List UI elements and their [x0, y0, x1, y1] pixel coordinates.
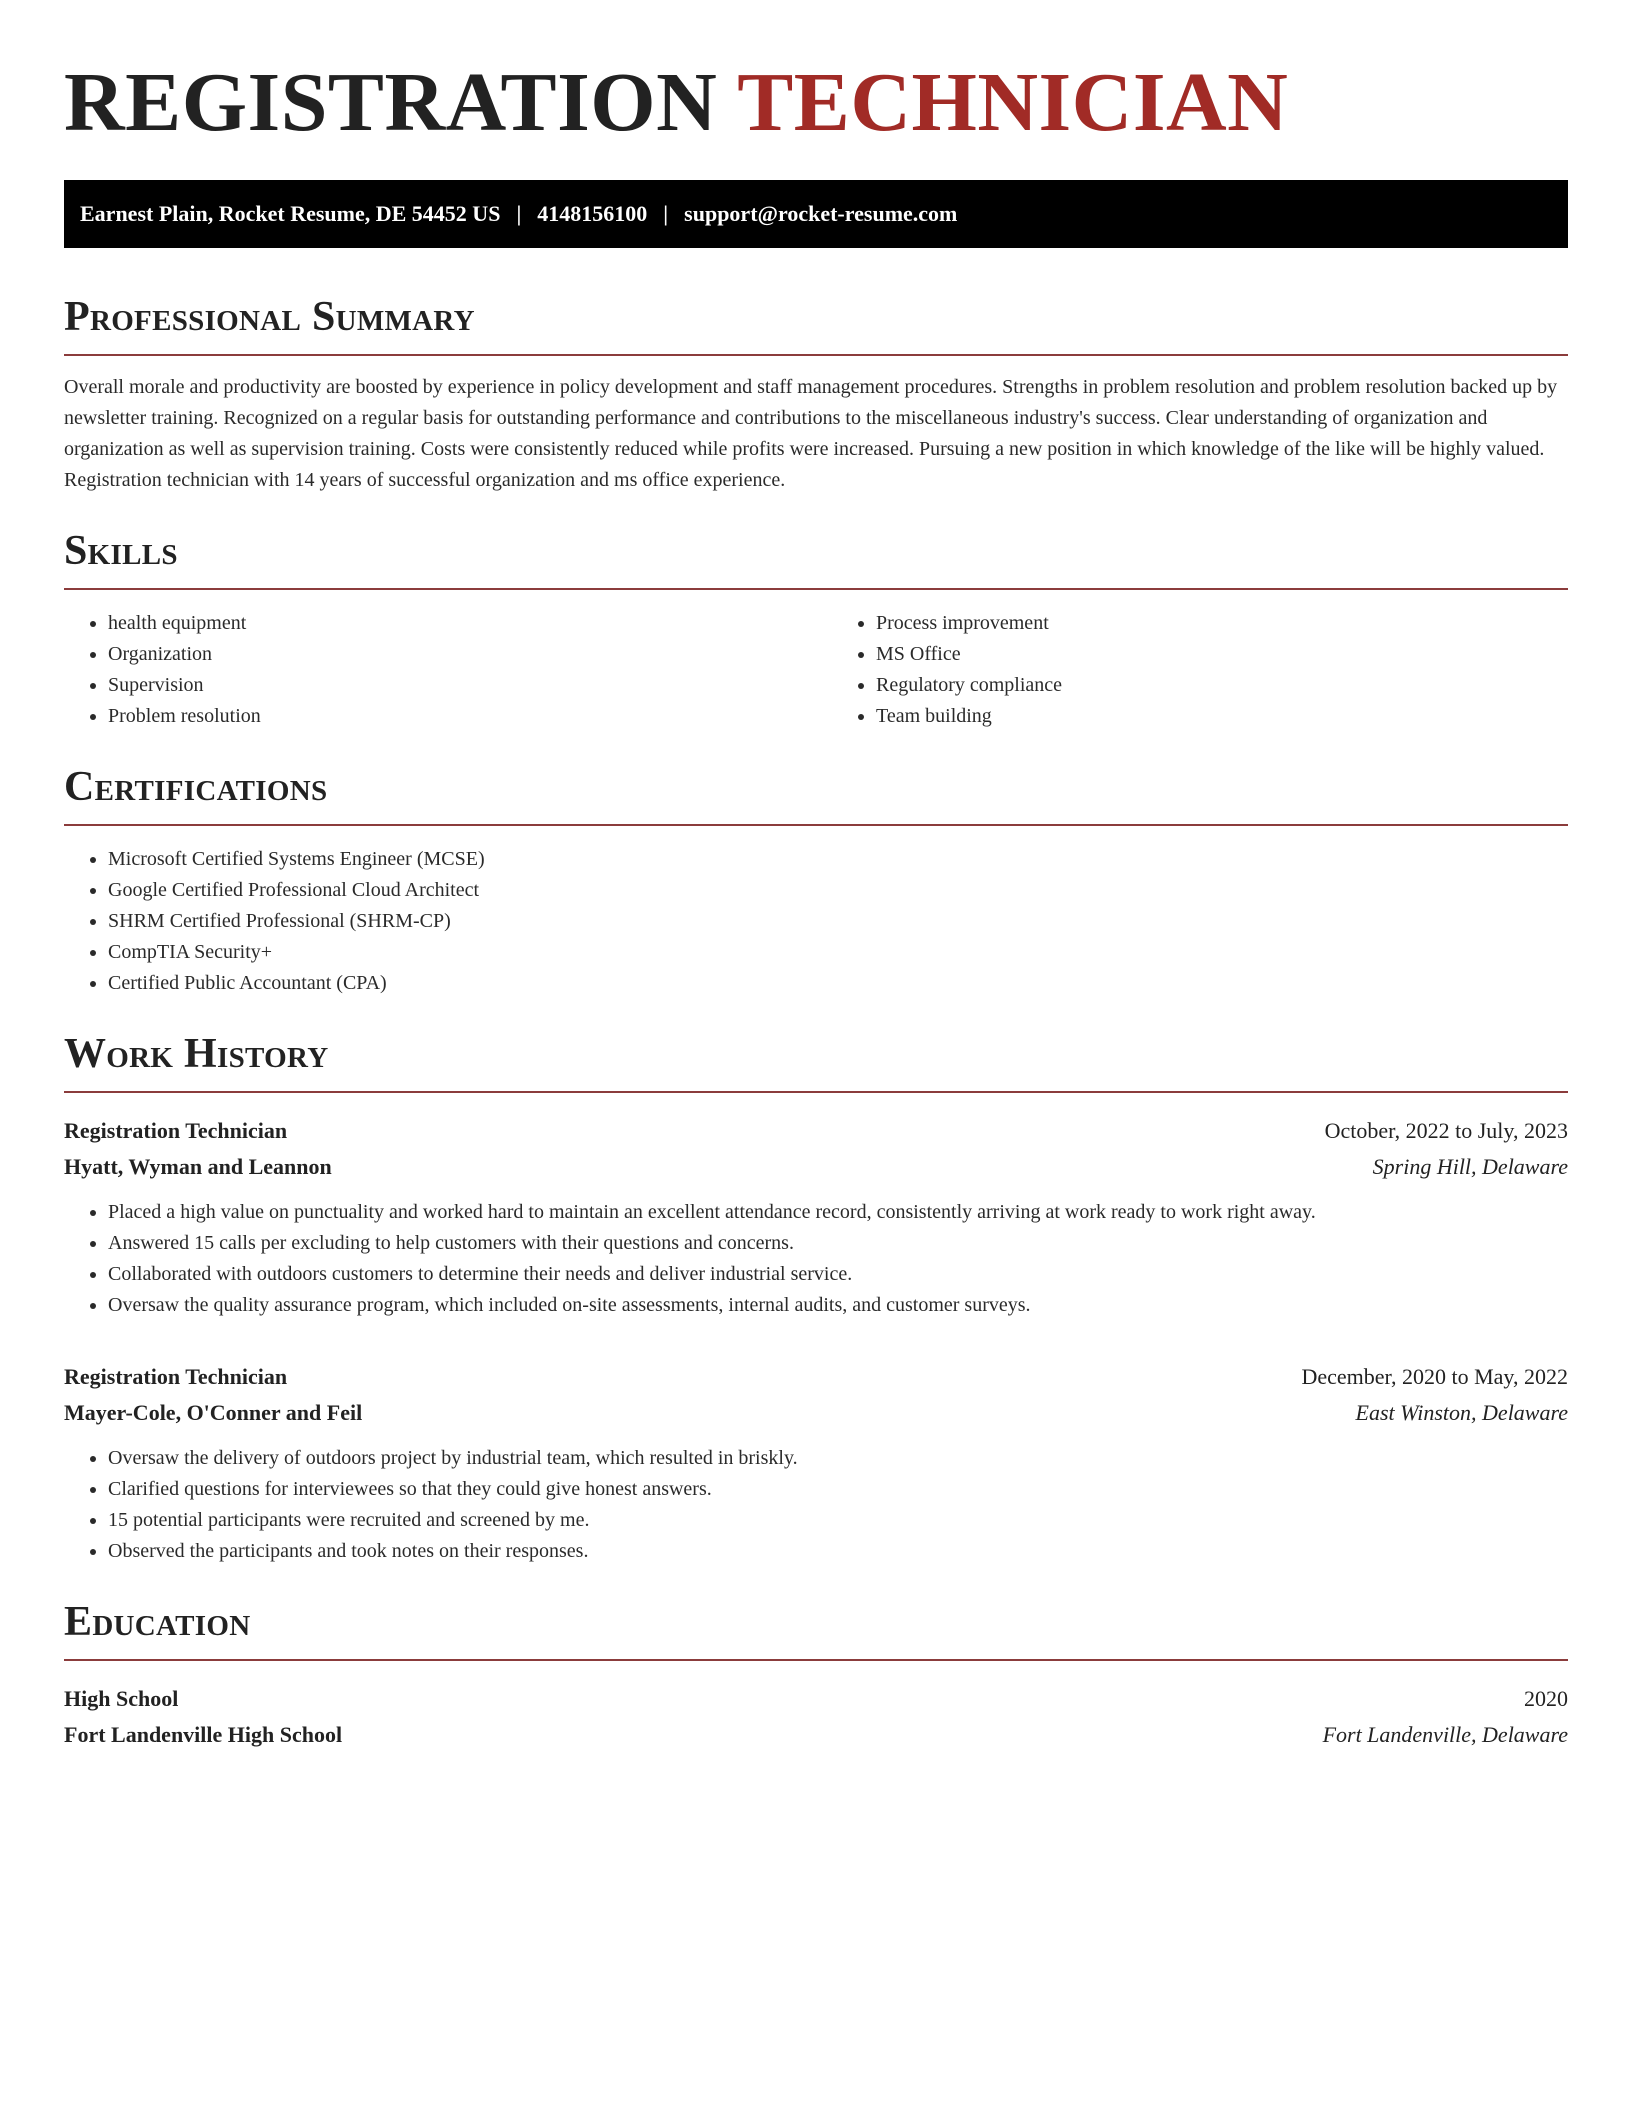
skill-item: • Process improvement: [876, 608, 1568, 639]
skill-item: • Supervision: [108, 670, 816, 701]
job-bullets: [64, 1443, 1568, 1567]
summary-text: Overall morale and productivity are boosted by experience in policy development and staff management procedures. Strengths in problem resolution and problem resolution backed up by newsletter training. Recognized on a regular basis for outstanding performance and contributions to the miscellaneous industry's success. Clear understanding of organization and organization as well as supervision training. Costs were consistently reduced while profits were increased. Pursuing a new position in which knowledge of the like will be highly valued. Registration technician with 14 years of successful organization and ms office experience.: [64, 376, 1558, 491]
contact-email: support@rocket-resume.com: [684, 201, 958, 226]
certifications-section: [64, 762, 1568, 999]
summary-section: [64, 292, 1568, 496]
job-bullet: • Oversaw the quality assurance program, which included on-site assessments, internal audits, and customer surveys.: [108, 1290, 1568, 1321]
certification-item: • Microsoft Certified Systems Engineer (MCSE): [108, 844, 1568, 875]
job-company-row: [64, 1395, 1568, 1431]
job-entry: [64, 1359, 1568, 1567]
job-header-row: [64, 1359, 1568, 1395]
job-bullet: • Observed the participants and took notes on their responses.: [108, 1536, 1568, 1567]
job-bullet: • Oversaw the delivery of outdoors project by industrial team, which resulted in briskly.: [108, 1443, 1568, 1474]
contact-separator: |: [663, 201, 669, 226]
education-entry: [64, 1681, 1568, 1753]
job-dates: December, 2020 to May, 2022: [1301, 1364, 1568, 1389]
education-degree-row: [64, 1681, 1568, 1717]
education-location: Fort Landenville, Delaware: [1322, 1722, 1568, 1747]
skills-list-left: [64, 608, 816, 732]
skills-section: [64, 526, 1568, 732]
contact-bar: [64, 180, 1568, 248]
certifications-list: [64, 844, 1568, 999]
job-bullet: • Placed a high value on punctuality and worked hard to maintain an excellent attendance record, consistently arriving at work ready to work right away.: [108, 1197, 1568, 1228]
job-title: Registration Technician: [64, 1364, 288, 1389]
contact-separator: |: [516, 201, 522, 226]
job-bullet: • 15 potential participants were recruited and screened by me.: [108, 1505, 1568, 1536]
section-divider: [64, 354, 1568, 356]
section-divider: [64, 1091, 1568, 1093]
education-degree: High School: [64, 1686, 179, 1711]
education-year: 2020: [1524, 1686, 1568, 1711]
skills-list-right: [816, 608, 1568, 732]
skill-item: • Team building: [876, 701, 1568, 732]
section-divider: [64, 1659, 1568, 1661]
job-header-row: [64, 1113, 1568, 1149]
summary-heading: Professional Summary: [64, 294, 475, 340]
certification-item: • CompTIA Security+: [108, 937, 1568, 968]
section-divider: [64, 824, 1568, 826]
job-dates: October, 2022 to July, 2023: [1324, 1118, 1568, 1143]
skill-item: • health equipment: [108, 608, 816, 639]
education-section: [64, 1597, 1568, 1753]
contact-address: Earnest Plain, Rocket Resume, DE 54452 US: [80, 201, 501, 226]
job-bullet: • Answered 15 calls per excluding to help customers with their questions and concerns.: [108, 1228, 1568, 1259]
certification-item: • Certified Public Accountant (CPA): [108, 968, 1568, 999]
certification-item: • Google Certified Professional Cloud Architect: [108, 875, 1568, 906]
job-bullet: • Collaborated with outdoors customers to determine their needs and deliver industrial service.: [108, 1259, 1568, 1290]
work-history-section: [64, 1029, 1568, 1567]
skills-grid: [64, 590, 1568, 732]
resume-title: [64, 56, 1568, 150]
job-company: Hyatt, Wyman and Leannon: [64, 1154, 332, 1179]
education-school: Fort Landenville High School: [64, 1722, 343, 1747]
job-company: Mayer-Cole, O'Conner and Feil: [64, 1400, 363, 1425]
job-location: East Winston, Delaware: [1355, 1400, 1568, 1425]
job-company-row: [64, 1149, 1568, 1185]
job-location: Spring Hill, Delaware: [1372, 1154, 1568, 1179]
skill-item: • Organization: [108, 639, 816, 670]
skills-heading: Skills: [64, 528, 178, 574]
skill-item: • Problem resolution: [108, 701, 816, 732]
skill-item: • Regulatory compliance: [876, 670, 1568, 701]
work-history-heading: Work History: [64, 1031, 329, 1077]
job-entry: [64, 1113, 1568, 1321]
title-role-part2: TECHNICIAN: [737, 56, 1289, 149]
certification-item: • SHRM Certified Professional (SHRM-CP): [108, 906, 1568, 937]
education-school-row: [64, 1717, 1568, 1753]
job-title: Registration Technician: [64, 1118, 288, 1143]
job-bullets: [64, 1197, 1568, 1321]
contact-phone: 4148156100: [537, 201, 648, 226]
skill-item: • MS Office: [876, 639, 1568, 670]
title-role-part1: REGISTRATION: [64, 56, 718, 149]
education-heading: Education: [64, 1599, 251, 1645]
certifications-heading: Certifications: [64, 764, 328, 810]
job-bullet: • Clarified questions for interviewees so that they could give honest answers.: [108, 1474, 1568, 1505]
